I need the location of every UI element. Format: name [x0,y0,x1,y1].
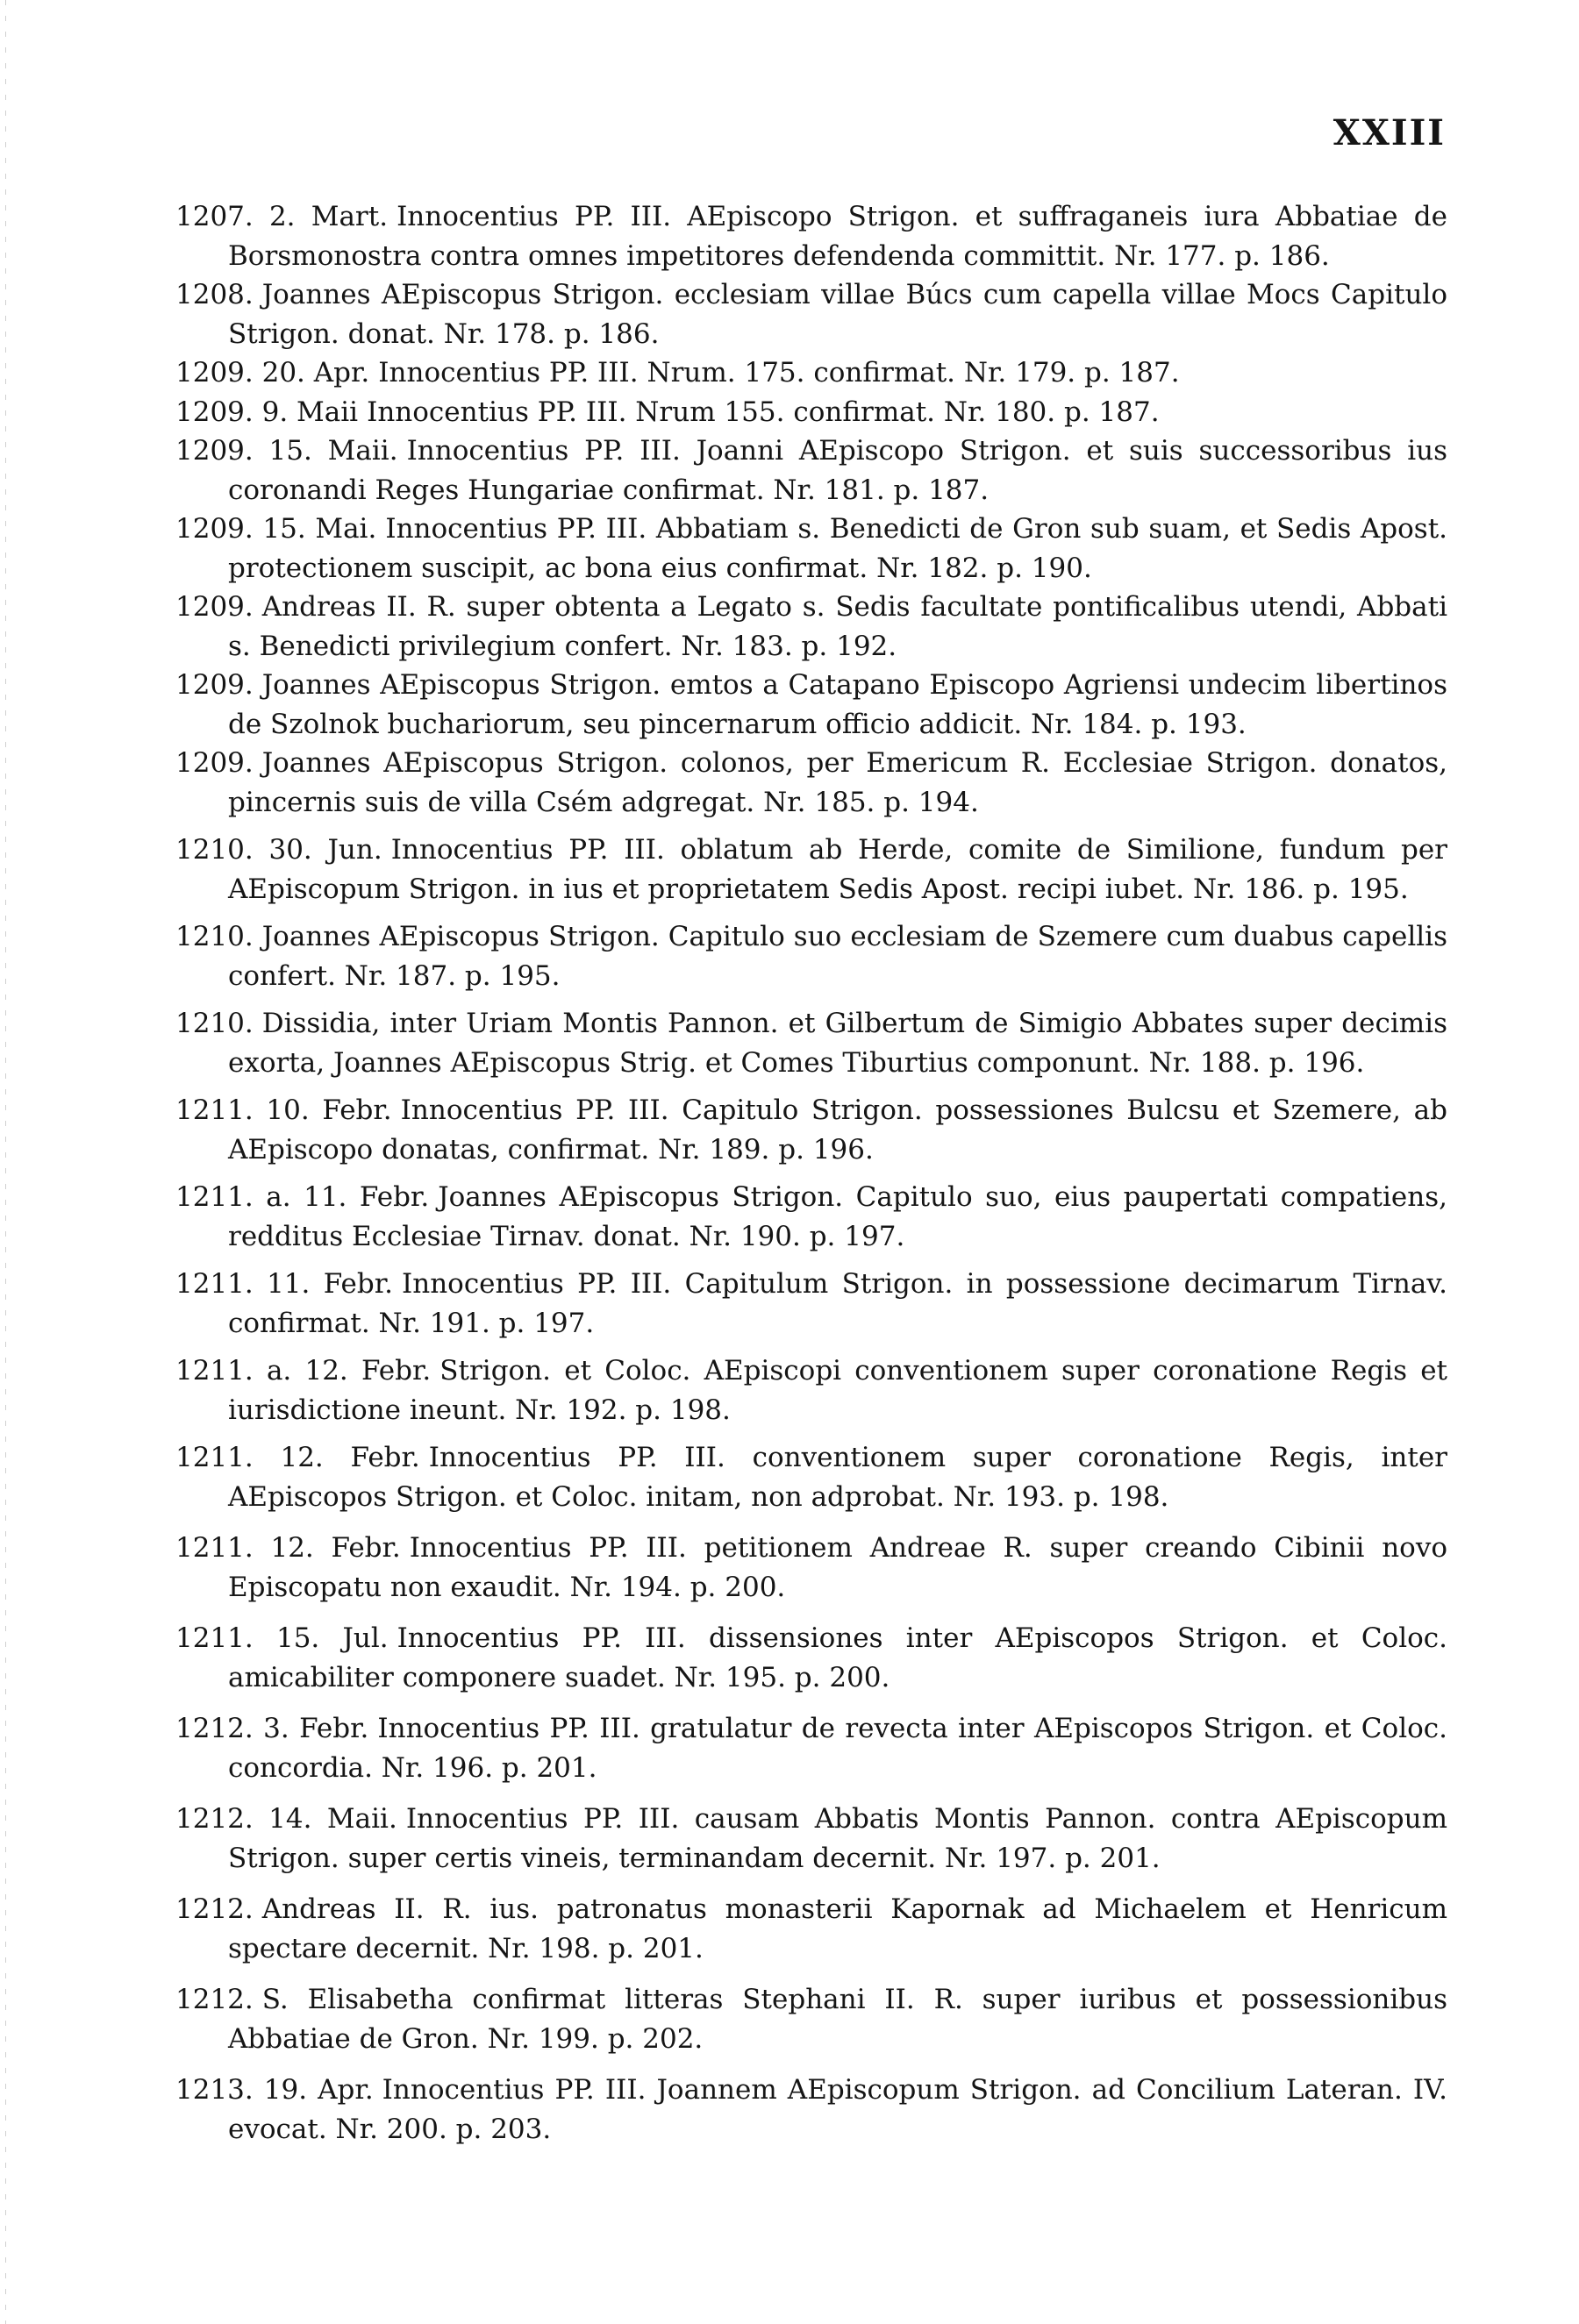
entry-text: Innocentius PP. III. Capitulo Strigon. possessiones Bulcsu et Szemere, ab AEpiscopo donatas, confirmat. Nr. 189. p. 196. [228,1094,1447,1166]
regest-entry [175,197,1447,275]
entry-text: Innocentius PP. III. dissensiones inter AEpiscopos Strigon. et Coloc. amicabiliter componere suadet. Nr. 195. p. 200. [228,1622,1447,1693]
regesta-list [175,197,1447,2149]
entry-date: 1211. 15. Jul. [175,1622,389,1654]
entry-date: 1208. [175,279,254,310]
entry-text: Innocentius PP. III. petitionem Andreae R. super creando Cibinii novo Episcopatu non exaudit. Nr. 194. p. 200. [228,1532,1448,1603]
entry-date: 1210. [175,921,254,952]
entry-text: Joannes AEpiscopus Strigon. ecclesiam villae Búcs cum capella villae Mocs Capitulo Strigon. donat. Nr. 178. p. 186. [228,279,1447,350]
regest-entry [175,1265,1447,1343]
entry-date: 1209. [175,669,254,701]
regest-entry [175,744,1447,822]
regest-entry [175,510,1447,588]
entry-text: Innocentius PP. III. conventionem super coronatione Regis, inter AEpiscopos Strigon. et Coloc. initam, non adprobat. Nr. 193. p. 198. [228,1442,1447,1513]
entry-date: 1211. a. 12. Febr. [175,1355,432,1387]
regest-entry [175,666,1447,744]
page-number: XXIII [1333,112,1446,153]
entry-date: 1210. [175,1008,254,1039]
regest-entry [175,1619,1447,1697]
scan-margin-rule [5,0,6,2324]
regest-entry [175,1004,1447,1082]
entry-date: 1209. 15. Mai. [175,513,377,545]
entry-text: S. Elisabetha confirmat litteras Stephani II. R. super iuribus et possessionibus Abbatiae de Gron. Nr. 199. p. 202. [228,1984,1447,2055]
regest-entry [175,2071,1447,2149]
entry-date: 1209. 9. Maii [175,396,359,428]
regest-entry [175,275,1447,353]
entry-text: Joannes AEpiscopus Strigon. Capitulo suo, eius paupertati compatiens, redditus Ecclesiae Tirnav. donat. Nr. 190. p. 197. [228,1181,1447,1252]
regest-entry [175,917,1447,995]
regest-entry [175,1091,1447,1169]
regest-entry [175,1709,1447,1787]
entry-text: Innocentius PP. III. causam Abbatis Montis Pannon. contra AEpiscopum Strigon. super certis vineis, terminandam decernit. Nr. 197. p. 201. [228,1803,1447,1874]
entry-text: Andreas II. R. super obtenta a Legato s. Sedis facultate pontificalibus utendi, Abbati s. Benedicti privilegium confert. Nr. 183. p. 192. [228,591,1447,662]
regest-entry [175,831,1447,909]
entry-date: 1209. 15. Maii. [175,435,398,467]
regest-entry [175,588,1447,666]
entry-date: 1211. 12. Febr. [175,1532,401,1564]
entry-date: 1211. 10. Febr. [175,1094,392,1126]
entry-text: Andreas II. R. ius. patronatus monasterii Kapornak ad Michaelem et Henricum spectare decernit. Nr. 198. p. 201. [228,1893,1447,1964]
entry-date: 1211. 12. Febr. [175,1442,420,1473]
entry-date: 1212. 14. Maii. [175,1803,397,1835]
entry-date: 1211. a. 11. Febr. [175,1181,430,1213]
regest-entry [175,1351,1447,1429]
entry-text: Innocentius PP. III. oblatum ab Herde, comite de Similione, fundum per AEpiscopum Strigon. in ius et proprietatem Sedis Apost. recipi iubet. Nr. 186. p. 195. [228,834,1447,905]
entry-text: Innocentius PP. III. Joannem AEpiscopum Strigon. ad Concilium Lateran. IV. evocat. Nr. 200. p. 203. [228,2074,1447,2145]
entry-date: 1211. 11. Febr. [175,1268,393,1300]
regest-entry [175,1438,1447,1516]
regest-entry [175,1800,1447,1878]
entry-date: 1212. 3. Febr. [175,1713,369,1744]
entry-date: 1210. 30. Jun. [175,834,382,866]
regest-entry [175,431,1447,510]
entry-text: Innocentius PP. III. Nrum. 175. confirmat. Nr. 179. p. 187. [378,357,1180,389]
entry-text: Dissidia, inter Uriam Montis Pannon. et Gilbertum de Simigio Abbates super decimis exorta, Joannes AEpiscopus Strig. et Comes Tiburtius componunt. Nr. 188. p. 196. [228,1008,1447,1079]
regest-entry [175,1178,1447,1256]
entry-text: Joannes AEpiscopus Strigon. colonos, per Emericum R. Ecclesiae Strigon. donatos, pincernis suis de villa Csém adgregat. Nr. 185. p. 194. [228,747,1447,818]
entry-date: 1207. 2. Mart. [175,201,389,232]
entry-text: Innocentius PP. III. Capitulum Strigon. in possessione decimarum Tirnav. confirmat. Nr. 191. p. 197. [228,1268,1447,1339]
entry-text: Innocentius PP. III. Joanni AEpiscopo Strigon. et suis successoribus ius coronandi Reges Hungariae confirmat. Nr. 181. p. 187. [228,435,1447,506]
entry-date: 1212. [175,1893,254,1925]
entry-date: 1209. [175,747,254,779]
entry-text: Joannes AEpiscopus Strigon. emtos a Catapano Episcopo Agriensi undecim libertinos de Szolnok buchariorum, seu pincernarum officio addicit. Nr. 184. p. 193. [228,669,1447,740]
regest-entry [175,1890,1447,1968]
entry-text: Strigon. et Coloc. AEpiscopi conventionem super coronatione Regis et iurisdictione ineunt. Nr. 192. p. 198. [228,1355,1447,1426]
entry-text: Joannes AEpiscopus Strigon. Capitulo suo ecclesiam de Szemere cum duabus capellis confert. Nr. 187. p. 195. [228,921,1447,992]
entry-text: Innocentius PP. III. Nrum 155. confirmat. Nr. 180. p. 187. [367,396,1160,428]
entry-date: 1209. 20. Apr. [175,357,370,389]
regest-entry [175,1980,1447,2058]
regest-entry [175,393,1447,432]
entry-text: Innocentius PP. III. Abbatiam s. Benedicti de Gron sub suam, et Sedis Apost. protectionem suscipit, ac bona eius confirmat. Nr. 182. p. 190. [228,513,1448,584]
regest-entry [175,353,1447,393]
entry-date: 1209. [175,591,254,623]
entry-date: 1212. [175,1984,254,2015]
entry-text: Innocentius PP. III. gratulatur de revecta inter AEpiscopos Strigon. et Coloc. concordia. Nr. 196. p. 201. [228,1713,1447,1784]
regest-entry [175,1529,1447,1607]
entry-text: Innocentius PP. III. AEpiscopo Strigon. et suffraganeis iura Abbatiae de Borsmonostra contra omnes impetitores defendenda committit. Nr. 177. p. 186. [228,201,1447,272]
entry-date: 1213. 19. Apr. [175,2074,374,2106]
